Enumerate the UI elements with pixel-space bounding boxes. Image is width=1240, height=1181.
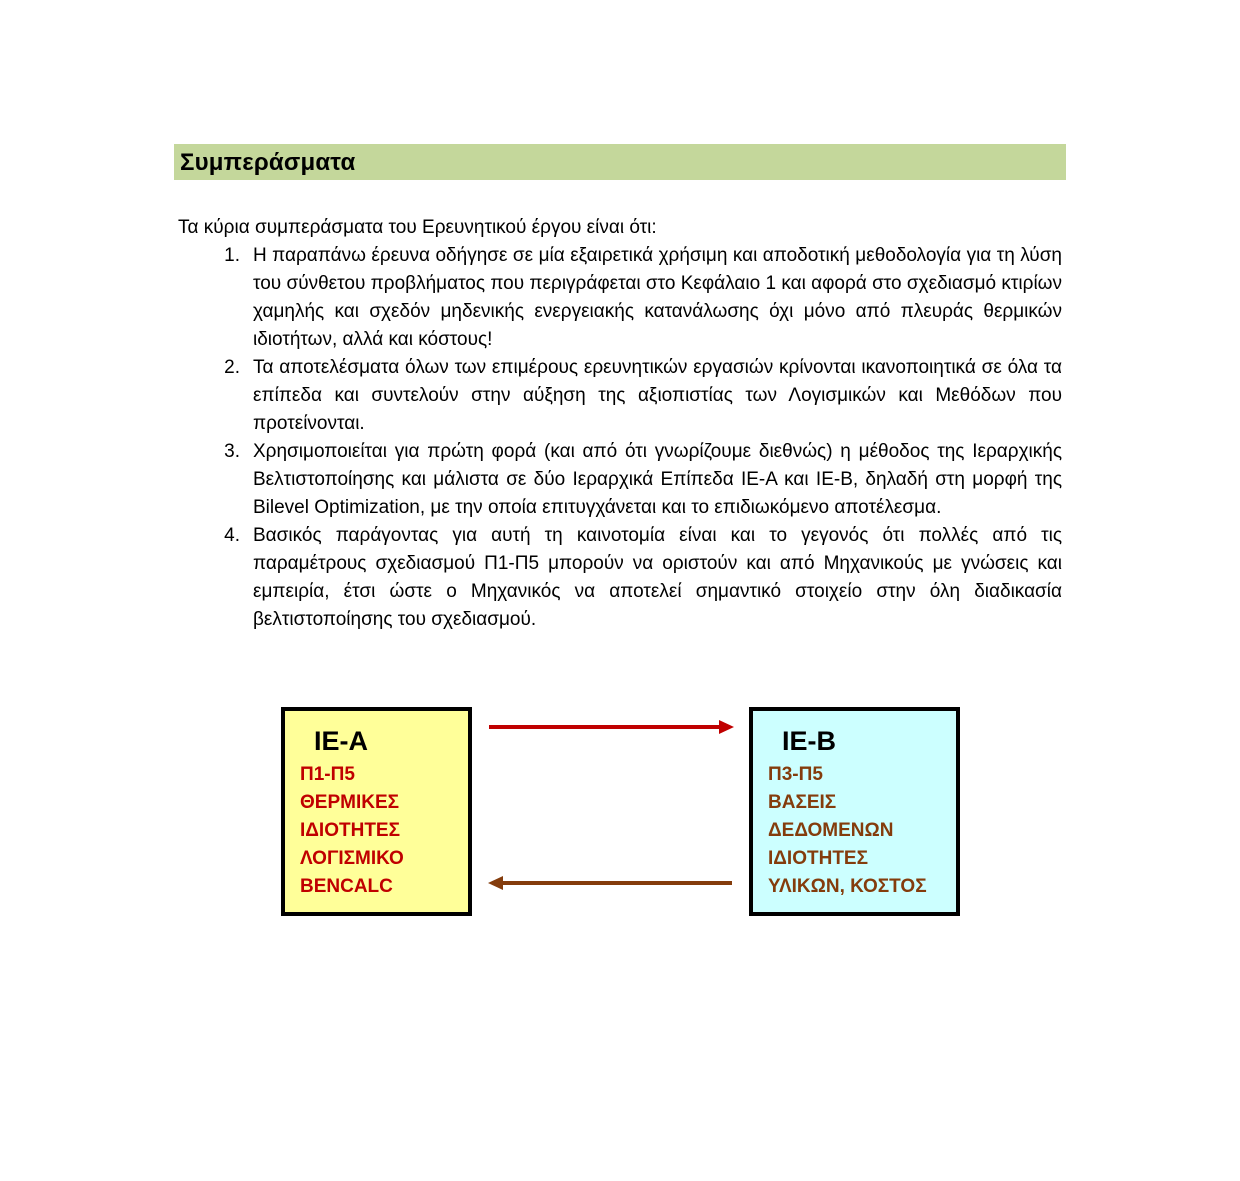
box-a-line: Π1-Π5 xyxy=(300,764,355,785)
box-b-line: Π3-Π5 xyxy=(768,764,823,785)
box-a-title: ΙΕ-Α xyxy=(314,726,368,756)
box-b-line: ΔΕΔΟΜΕΝΩΝ xyxy=(768,820,894,841)
box-b-line: ΙΔΙΟΤΗΤΕΣ xyxy=(768,848,869,869)
list-item-number: 1. xyxy=(224,245,240,266)
box-a-line: ΘΕΡΜΙΚΕΣ xyxy=(300,792,400,813)
list-item-text: Βασικός παράγοντας για αυτή τη καινοτομία είναι και το γεγονός ότι πολλές από τις παραμέτρους σχεδιασμού Π1-Π5 μπορούν να οριστούν και από Μηχανικούς με γνώσεις και εμπειρία, έτσι ώστε ο Μηχανικός να αποτελεί σημαντικό στοιχείο στην όλη διαδικασία βελτιστοποίησης του σχεδιασμού. xyxy=(253,525,1062,630)
box-b-title: ΙΕ-Β xyxy=(782,726,836,756)
box-a-line: ΙΔΙΟΤΗΤΕΣ xyxy=(300,820,401,841)
box-a-line: ΛΟΓΙΣΜΙΚΟ xyxy=(300,848,404,869)
box-b-line: ΥΛΙΚΩΝ, ΚΟΣΤΟΣ xyxy=(768,876,927,897)
arrow-forward-icon xyxy=(489,720,734,734)
list-item-number: 4. xyxy=(224,525,240,546)
list-item-number: 2. xyxy=(224,357,240,378)
arrow-back-icon xyxy=(488,876,732,890)
list-item-text: Τα αποτελέσματα όλων των επιμέρους ερευνητικών εργασιών κρίνονται ικανοποιητικά σε όλα τα επίπεδα και συντελούν στην αύξηση της αξιοπιστίας των Λογισμικών και Μεθόδων που προτείνονται. xyxy=(253,357,1062,434)
box-a-line: BENCALC xyxy=(300,876,393,897)
section-title: Συμπεράσματα xyxy=(180,149,356,176)
box-b-line: ΒΑΣΕΙΣ xyxy=(768,792,837,813)
list-item-number: 3. xyxy=(224,441,240,462)
list-item-text: Χρησιμοποιείται για πρώτη φορά (και από ότι γνωρίζουμε διεθνώς) η μέθοδος της Ιεραρχικής Βελτιστοποίησης και μάλιστα σε δύο Ιεραρχικά Επίπεδα ΙΕ-Α και ΙΕ-Β, δηλαδή στη μορφή της Bilevel Optimization, με την οποία επιτυγχάνεται και το επιδιωκόμενο αποτέλεσμα. xyxy=(253,441,1062,518)
list-item-text: Η παραπάνω έρευνα οδήγησε σε μία εξαιρετικά χρήσιμη και αποδοτική μεθοδολογία για τη λύση του σύνθετου προβλήματος που περιγράφεται στο Κεφάλαιο 1 και αφορά στο σχεδιασμό κτιρίων χαμηλής και σχεδόν μηδενικής ενεργειακής κατανάλωσης όχι μόνο από πλευράς θερμικών ιδιοτήτων, αλλά και κόστους! xyxy=(253,245,1062,350)
intro-paragraph: Τα κύρια συμπεράσματα του Ερευνητικού έργου είναι ότι: xyxy=(178,217,657,238)
